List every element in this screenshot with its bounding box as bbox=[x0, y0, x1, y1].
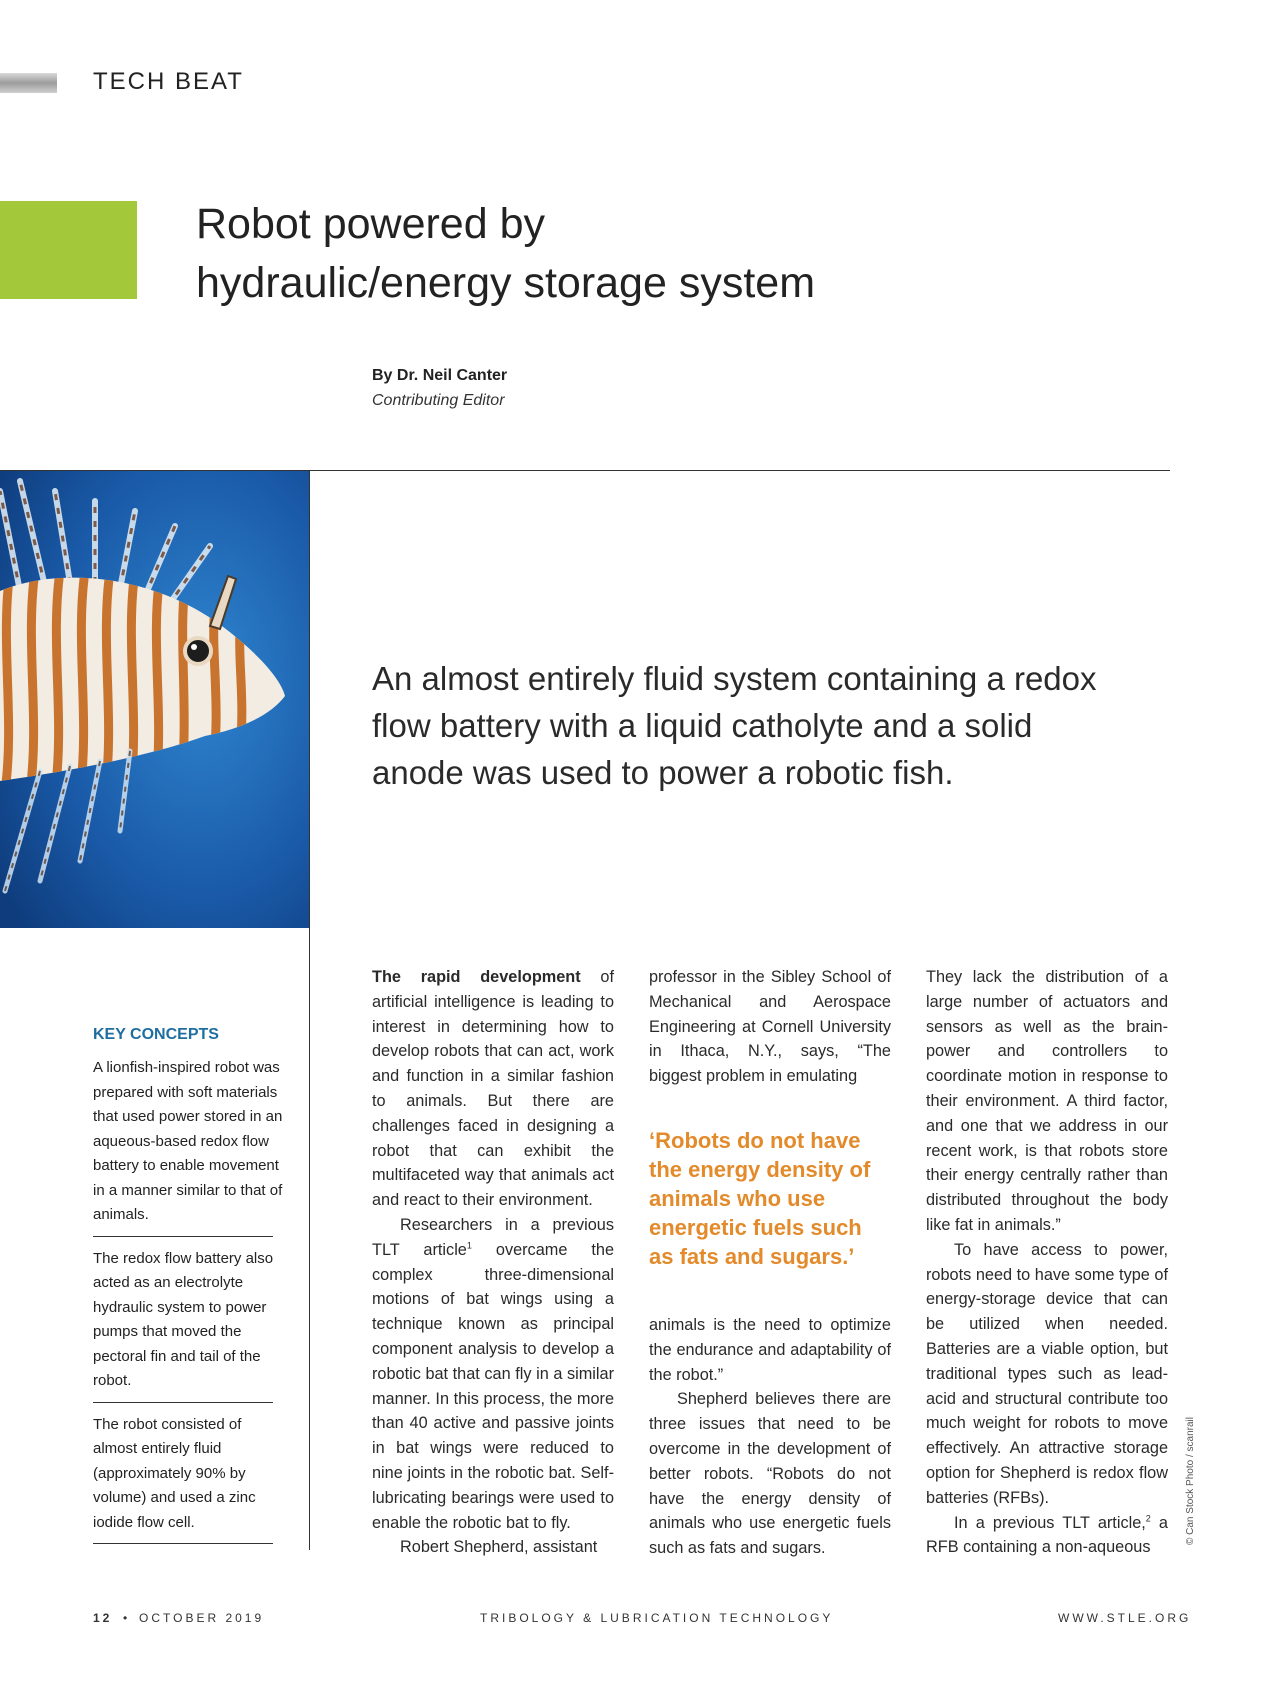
publication-name: TRIBOLOGY & LUBRICATION TECHNOLOGY bbox=[480, 1611, 834, 1625]
issue-date: OCTOBER 2019 bbox=[139, 1611, 265, 1625]
body-paragraph: animals is the need to optimize the endurance and adaptability of the robot.” bbox=[649, 1316, 891, 1384]
footer-separator: • bbox=[123, 1611, 131, 1625]
key-concept-text: The redox flow battery also acted as an electrolyte hydraulic system to power pumps that moved the pectoral fin and tail of the robot. bbox=[93, 1249, 274, 1389]
vertical-rule bbox=[309, 470, 310, 1550]
body-paragraph: Shepherd believes there are three issues that need to be overcome in the development of better robots. “Robots do not have the energy density of animals who use energetic fuels such as fats and sugars. bbox=[649, 1390, 891, 1558]
key-concept-item bbox=[93, 1056, 283, 1237]
body-paragraph: Robert Shepherd, assistant bbox=[400, 1538, 598, 1557]
paragraph-text: overcame the complex three-dimensional motions of bat wings using a technique known as principal component analysis to develop a robotic bat that can fly in a similar manner. In this process, the more than 40 active and passive joints in bat wings were reduced to nine joints in the robotic bat. Self-lubricating bearings were used to enable the robotic bat to fly. bbox=[372, 1240, 614, 1532]
paragraph-text: of artificial intelligence is leading to interest in determining how to develop robots that can act, work and function in a similar fashion to animals. But there are challenges faced in designing a robot that can exhibit the multifaceted way that animals act and react to their environment. bbox=[372, 968, 614, 1210]
lionfish-illustration bbox=[0, 471, 309, 928]
section-bar bbox=[0, 73, 57, 93]
key-concepts-heading: KEY CONCEPTS bbox=[93, 1026, 219, 1043]
body-paragraph bbox=[372, 1213, 614, 1535]
body-column-2-bottom bbox=[649, 1313, 891, 1561]
body-column-2-top bbox=[649, 965, 891, 1089]
body-paragraph bbox=[926, 1511, 1168, 1561]
key-concept-item bbox=[93, 1247, 273, 1403]
body-paragraph: They lack the distribution of a large number of actuators and sensors as well as the brain-power and controllers to coordinate motion in response to their environment. A third factor, and one that we address in our recent work, is that robots store their energy centrally rather than distributed throughout the body like fat in animals.” bbox=[926, 968, 1168, 1234]
accent-block bbox=[0, 201, 137, 299]
title-line-2: hydraulic/energy storage system bbox=[196, 259, 816, 307]
byline: By Dr. Neil Canter bbox=[372, 367, 508, 384]
footnote-ref: 1 bbox=[466, 1240, 472, 1251]
pull-quote: ‘Robots do not have the energy density of animals who use energetic fuels such as fats and sugars.’ bbox=[649, 1128, 871, 1269]
section-label: TECH BEAT bbox=[93, 68, 244, 95]
body-paragraph: To have access to power, robots need to have some type of energy-storage device that can be utilized when needed. Batteries are a viable option, but traditional types such as lead-acid and structural contribute too much weight for robots to move effectively. An attractive storage option for Shepherd is redox flow batteries (RFBs). bbox=[926, 1240, 1168, 1507]
lionfish-photo bbox=[0, 471, 309, 928]
footnote-ref: 2 bbox=[1145, 1513, 1151, 1524]
paragraph-text: Researchers in a previous TLT article bbox=[372, 1215, 614, 1259]
body-paragraph: professor in the Sibley School of Mechanical and Aerospace Engineering at Cornell University in Ithaca, N.Y., says, “The biggest problem in emulating bbox=[649, 968, 891, 1086]
key-concepts-sidebar bbox=[93, 1026, 293, 1554]
body-column-3 bbox=[926, 965, 1168, 1560]
key-concept-text: The robot consisted of almost entirely fluid (approximately 90% by volume) and used a zinc iodide flow cell. bbox=[93, 1415, 256, 1531]
body-paragraph bbox=[372, 965, 614, 1213]
publication-url: WWW.STLE.ORG bbox=[1058, 1611, 1192, 1625]
key-concept-text: A lionfish-inspired robot was prepared with soft materials that used power stored in an aqueous-based redox flow battery to enable movement in a manner similar to that of animals. bbox=[93, 1059, 283, 1223]
byline-role: Contributing Editor bbox=[372, 392, 505, 409]
page-number: 12 bbox=[93, 1611, 113, 1625]
body-column-1 bbox=[372, 965, 614, 1560]
article-deck: An almost entirely fluid system containing a redox flow battery with a liquid catholyte and a solid anode was used to power a robotic fish. bbox=[372, 660, 1097, 791]
paragraph-text: In a previous TLT article, bbox=[954, 1513, 1146, 1532]
lead-in: The rapid development bbox=[372, 968, 581, 986]
photo-credit: © Can Stock Photo / scanrail bbox=[1185, 1417, 1196, 1545]
paragraph-text: a RFB containing a non-aqueous bbox=[926, 1513, 1168, 1557]
article-title bbox=[196, 195, 956, 313]
title-line-1: Robot powered by bbox=[196, 200, 545, 248]
key-concept-item bbox=[93, 1413, 273, 1545]
